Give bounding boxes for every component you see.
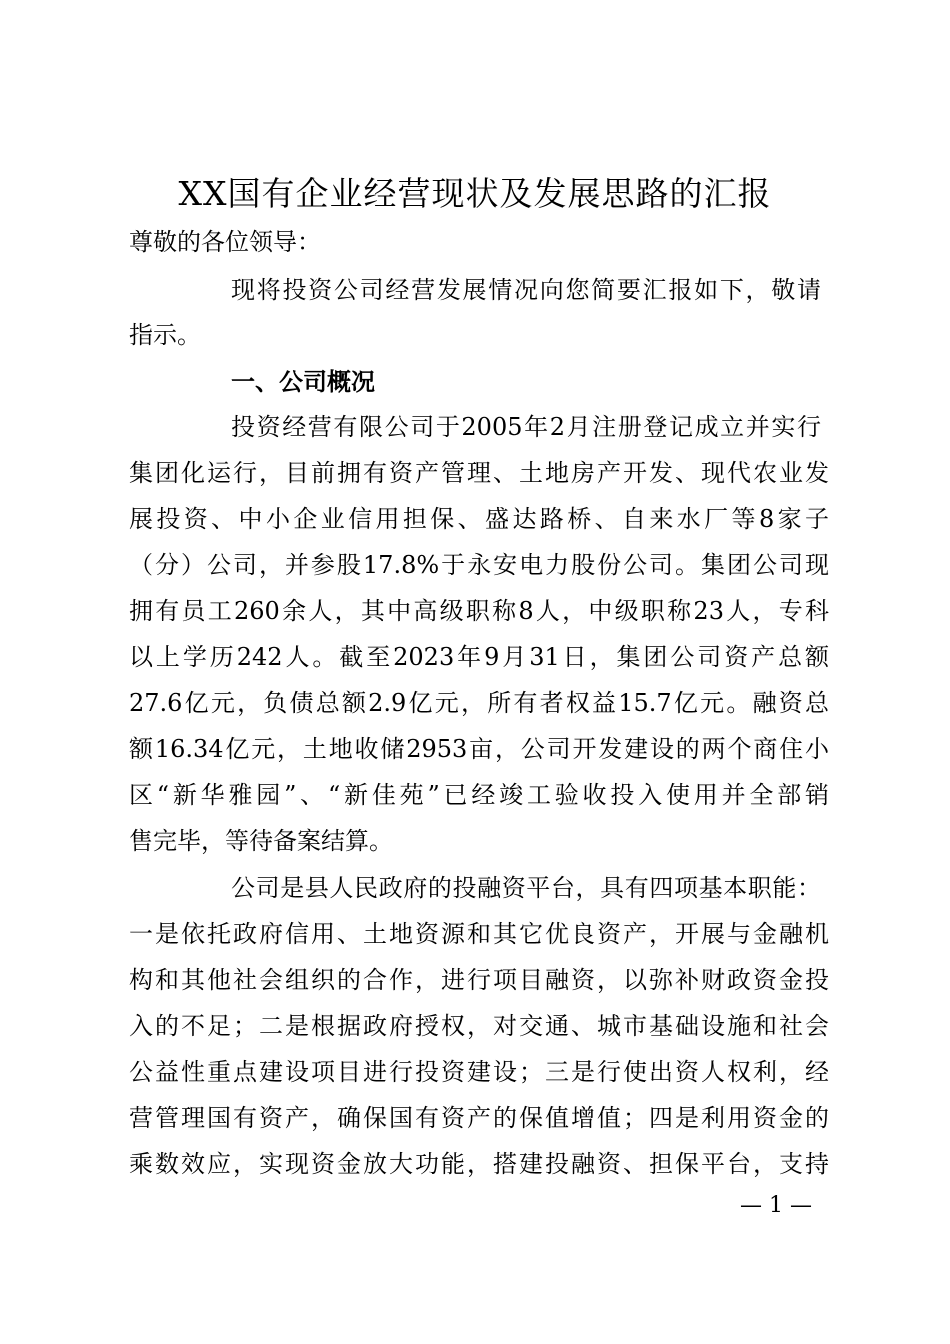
paragraph-line: 投资经营有限公司于2005年2月注册登记成立并实行 <box>231 413 821 441</box>
paragraph-line: 一是依托政府信用、土地资源和其它优良资产，开展与金融机 <box>129 920 829 948</box>
paragraph-line: 集团化运行，目前拥有资产管理、土地房产开发、现代农业发 <box>129 459 829 487</box>
section-heading: 一、公司概况 <box>231 368 375 396</box>
paragraph-line: 区“新华雅园”、“新佳苑”已经竣工验收投入使用并全部销 <box>129 781 829 809</box>
paragraph-line: 入的不足；二是根据政府授权，对交通、城市基础设施和社会 <box>129 1012 829 1040</box>
paragraph-line: 乘数效应，实现资金放大功能，搭建投融资、担保平台，支持 <box>129 1150 829 1178</box>
paragraph-line: 拥有员工260余人，其中高级职称8人，中级职称23人，专科 <box>129 597 829 625</box>
intro-line: 指示。 <box>129 321 201 349</box>
paragraph-line: 以上学历242人。截至2023年9月31日，集团公司资产总额 <box>129 643 829 671</box>
paragraph-line: 公司是县人民政府的投融资平台，具有四项基本职能： <box>231 874 821 902</box>
paragraph-line: 公益性重点建设项目进行投资建设；三是行使出资人权利，经 <box>129 1058 829 1086</box>
paragraph-line: 27.6亿元，负债总额2.9亿元，所有者权益15.7亿元。融资总 <box>129 689 829 717</box>
paragraph-line: 营管理国有资产，确保国有资产的保值增值；四是利用资金的 <box>129 1104 829 1132</box>
document-title: XX国有企业经营现状及发展思路的汇报 <box>178 174 772 213</box>
page-number: — 1 — <box>740 1193 812 1218</box>
paragraph-line: 售完毕，等待备案结算。 <box>129 827 393 855</box>
paragraph-line: 额16.34亿元，土地收储2953亩，公司开发建设的两个商住小 <box>129 735 829 763</box>
paragraph-line: （分）公司，并参股17.8%于永安电力股份公司。集团公司现 <box>129 551 829 579</box>
intro-line: 现将投资公司经营发展情况向您简要汇报如下，敬请 <box>231 276 821 304</box>
paragraph-line: 构和其他社会组织的合作，进行项目融资，以弥补财政资金投 <box>129 966 829 994</box>
salutation: 尊敬的各位领导： <box>129 228 321 256</box>
paragraph-line: 展投资、中小企业信用担保、盛达路桥、自来水厂等8家子 <box>129 505 829 533</box>
